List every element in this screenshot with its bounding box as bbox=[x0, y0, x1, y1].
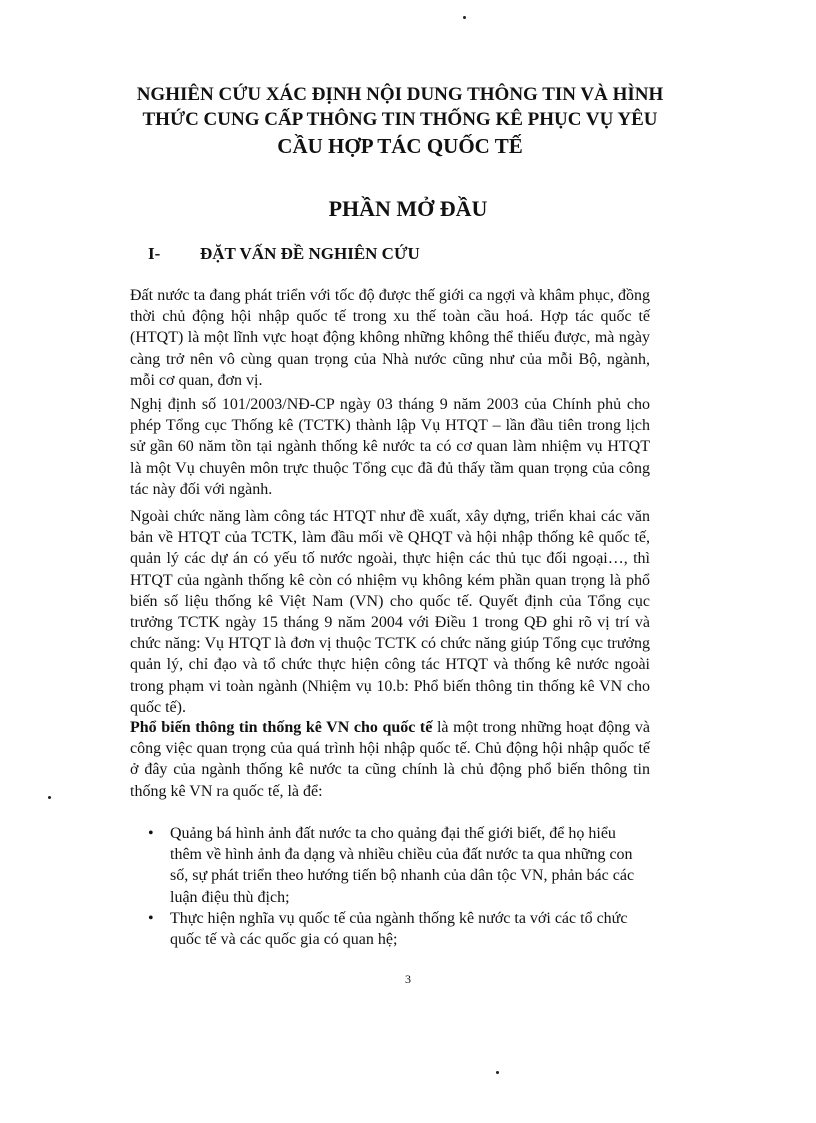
section-title: ĐẶT VẤN ĐỀ NGHIÊN CỨU bbox=[200, 244, 420, 263]
bullet-icon: • bbox=[148, 825, 154, 842]
paragraph-2: Nghị định số 101/2003/NĐ-CP ngày 03 tháng 9 năm 2003 của Chính phủ cho phép Tổng cục Thống kê (TCTK) thành lập Vụ HTQT – lần đầu tiên trong lịch sử gần 60 năm tồn tại ngành thống kê nước ta có cơ quan làm nhiệm vụ HTQT là một Vụ chuyên môn trực thuộc Tổng cục đã đủ thấy tầm quan trọng của công tác này đối với ngành. bbox=[130, 396, 650, 498]
bullet-list bbox=[148, 823, 650, 950]
title-line-3: CẦU HỢP TÁC QUỐC TẾ bbox=[277, 134, 523, 158]
section-number: I- bbox=[148, 244, 161, 263]
paragraph-3: Ngoài chức năng làm công tác HTQT như đề xuất, xây dựng, triển khai các văn bản về HTQT của TCTK, làm đầu mối về QHQT và hội nhập thống kê quốc tế, quản lý các dự án có yếu tố nước ngoài, thực hiện các thủ tục đối ngoại…, thì HTQT của ngành thống kê còn có nhiệm vụ không kém phần quan trọng là phổ biến số liệu thống kê Việt Nam (VN) cho quốc tế. Quyết định của Tổng cục trưởng TCTK ngày 15 tháng 9 năm 2004 với Điều 1 trong QĐ ghi rõ vị trí và chức năng: Vụ HTQT là đơn vị thuộc TCTK có chức năng giúp Tổng cục trưởng quản lý, chỉ đạo và tổ chức thực hiện công tác HTQT và thống kê nước ngoài trong phạm vi toàn ngành (Nhiệm vụ 10.b: Phổ biến thông tin thống kê VN cho quốc tế). bbox=[130, 508, 650, 716]
title-line-2: THỨC CUNG CẤP THÔNG TIN THỐNG KÊ PHỤC VỤ YÊU bbox=[142, 109, 658, 130]
paragraph-1: Đất nước ta đang phát triển với tốc độ được thế giới ca ngợi và khâm phục, đồng thời chủ động hội nhập quốc tế trong xu thế toàn cầu hoá. Hợp tác quốc tế (HTQT) là một lĩnh vực hoạt động không những không thể thiếu được, mà ngày càng trở nên vô cùng quan trọng của Nhà nước cũng như của mỗi Bộ, ngành, mỗi cơ quan, đơn vị. bbox=[130, 287, 650, 389]
list-item-text: Quảng bá hình ảnh đất nước ta cho quảng đại thế giới biết, để họ hiểu thêm về hình ảnh đa dạng và nhiều chiều của đất nước ta qua những con số, sự phát triển theo hướng tiến bộ nhanh của dân tộc VN, phản bác các luận điệu thù địch; bbox=[170, 825, 635, 906]
paragraph-4 bbox=[130, 717, 650, 802]
list-item-text: Thực hiện nghĩa vụ quốc tế của ngành thống kê nước ta với các tổ chức quốc tế và các quốc gia có quan hệ; bbox=[170, 909, 628, 949]
scan-speck bbox=[48, 796, 51, 799]
scan-speck bbox=[463, 16, 466, 19]
title-line-1: NGHIÊN CỨU XÁC ĐỊNH NỘI DUNG THÔNG TIN VÀ HÌNH bbox=[136, 84, 664, 105]
list-item bbox=[148, 823, 650, 908]
bullet-icon: • bbox=[148, 909, 154, 927]
paragraph-4-bold-lead: Phổ biến thông tin thống kê VN cho quốc tế bbox=[130, 719, 433, 736]
part-heading: PHẦN MỞ ĐẦU bbox=[328, 196, 488, 221]
section-heading bbox=[148, 244, 420, 264]
scan-speck bbox=[496, 1071, 499, 1074]
paragraph-4-text: là một trong những hoạt động và công việc quan trọng của quá trình hội nhập quốc tế. Chủ động hội nhập quốc tế ở đây của ngành thống kê nước ta cũng chính là chủ động phổ biến thông tin thống kê VN ra quốc tế, là để: bbox=[130, 719, 650, 800]
page-number: 3 bbox=[405, 972, 411, 986]
document-title bbox=[110, 82, 690, 160]
list-item bbox=[148, 908, 650, 950]
